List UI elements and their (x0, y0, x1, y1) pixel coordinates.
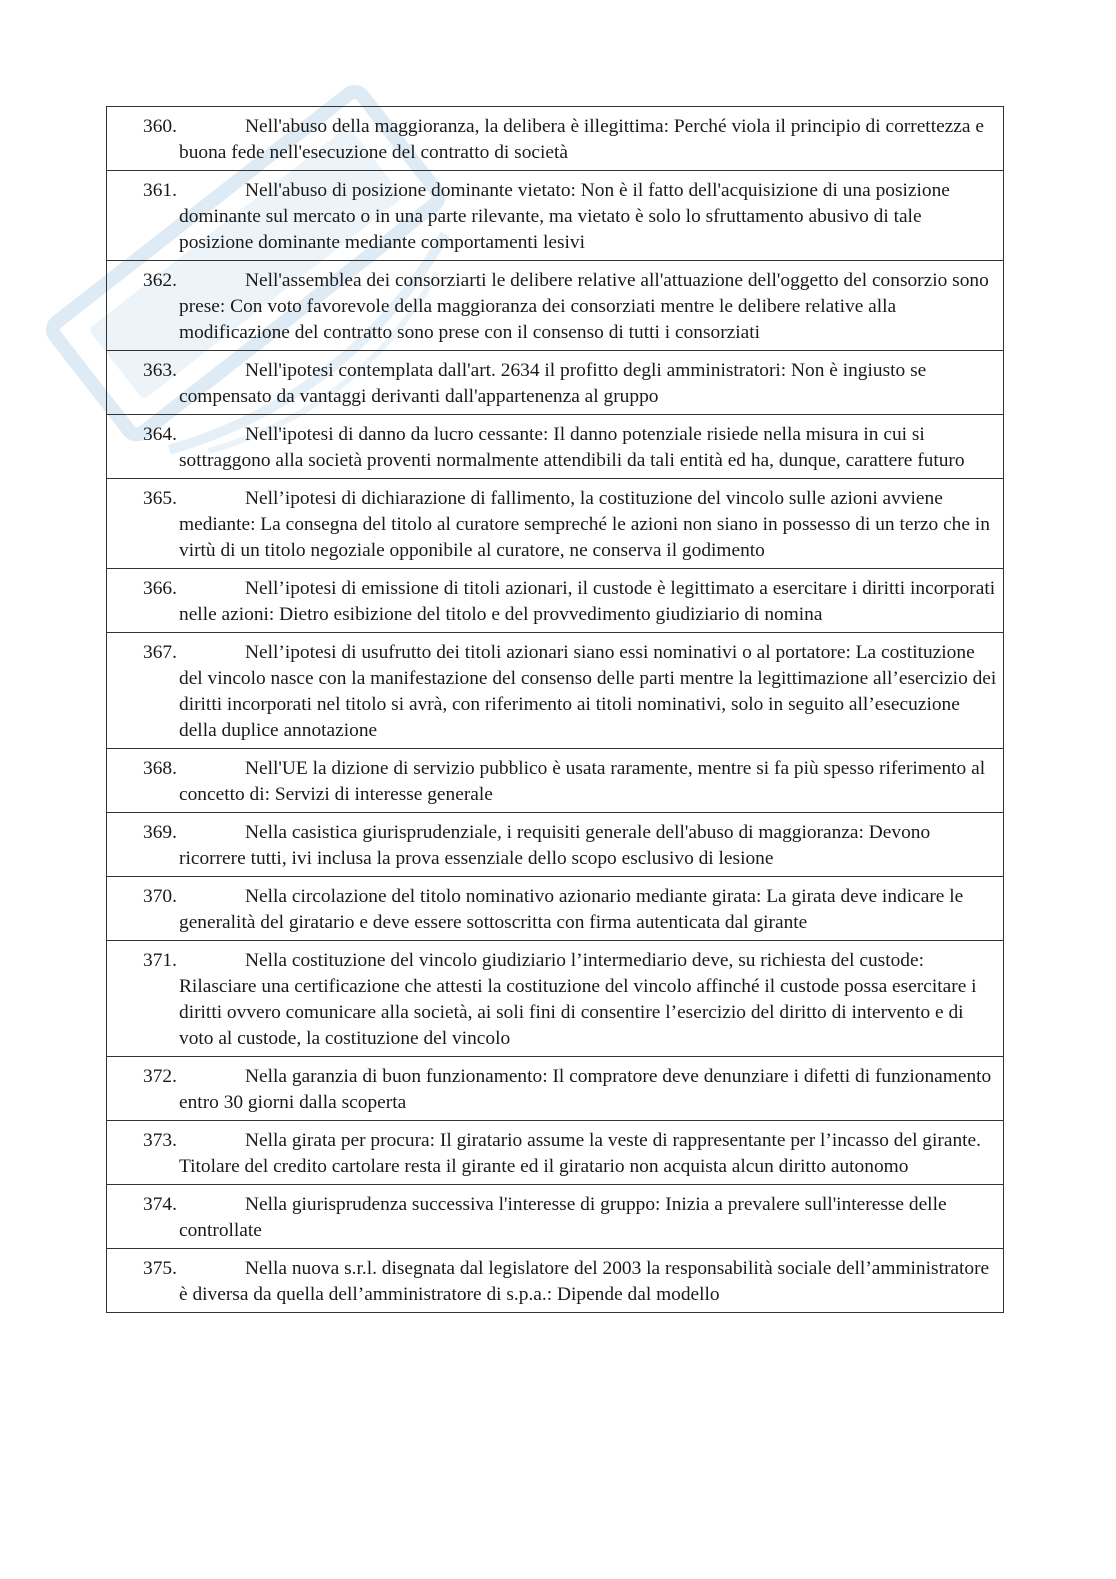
table-cell (107, 877, 1004, 941)
table-row (107, 351, 1004, 415)
table-row (107, 813, 1004, 877)
item-number: 363. (143, 360, 177, 381)
table-row (107, 749, 1004, 813)
list-item (143, 948, 997, 1052)
list-item (143, 178, 997, 256)
qa-table (106, 106, 1004, 1313)
item-number: 367. (143, 642, 177, 663)
item-number: 373. (143, 1130, 177, 1151)
table-cell (107, 171, 1004, 261)
list-item (143, 756, 997, 808)
item-text: Nell’ipotesi di dichiarazione di fallimento, la costituzione del vincolo sulle azioni avviene mediante: La consegna del titolo al curatore sempreché le azioni non siano in possesso di un terzo che in virtù di un titolo negoziale opponibile al curatore, ne conserva il godimento (179, 488, 990, 561)
table-row (107, 261, 1004, 351)
item-text: Nell'assemblea dei consorziarti le delibere relative all'attuazione dell'oggetto del consorzio sono prese: Con voto favorevole della maggioranza dei consorziati mentre le delibere relative alla modificazione del contratto sono prese con il consenso di tutti i consorziati (179, 270, 989, 343)
item-number: 368. (143, 758, 177, 779)
list-item (143, 640, 997, 744)
table-cell (107, 1185, 1004, 1249)
table-cell (107, 1121, 1004, 1185)
list-item (143, 1256, 997, 1308)
item-text: Nell’ipotesi di usufrutto dei titoli azionari siano essi nominativi o al portatore: La costituzione del vincolo nasce con la manifestazione del consenso delle parti mentre la legittimazione all’esercizio dei diritti incorporati nel titolo si avrà, con riferimento ai titoli nominativi, solo in seguito all’esecuzione della duplice annotazione (179, 642, 997, 741)
table-cell (107, 633, 1004, 749)
table-row (107, 633, 1004, 749)
list-item (143, 1128, 997, 1180)
table-cell (107, 479, 1004, 569)
item-number: 375. (143, 1258, 177, 1279)
list-item (143, 486, 997, 564)
item-number: 370. (143, 886, 177, 907)
table-cell (107, 107, 1004, 171)
list-item (143, 820, 997, 872)
item-number: 372. (143, 1066, 177, 1087)
table-cell (107, 941, 1004, 1057)
item-text: Nella casistica giurisprudenziale, i requisiti generale dell'abuso di maggioranza: Devono ricorrere tutti, ivi inclusa la prova essenziale dello scopo esclusivo di lesione (179, 822, 931, 869)
table-cell (107, 261, 1004, 351)
table-cell (107, 813, 1004, 877)
table-row (107, 569, 1004, 633)
item-text: Nell'ipotesi contemplata dall'art. 2634 il profitto degli amministratori: Non è ingiusto se compensato da vantaggi derivanti dall'appartenenza al gruppo (179, 360, 927, 407)
list-item (143, 358, 997, 410)
list-item (143, 114, 997, 166)
item-text: Nell'abuso della maggioranza, la delibera è illegittima: Perché viola il principio di correttezza e buona fede nell'esecuzione del contratto di società (179, 116, 984, 163)
item-number: 371. (143, 950, 177, 971)
item-text: Nella costituzione del vincolo giudiziario l’intermediario deve, su richiesta del custode: Rilasciare una certificazione che attesti la costituzione del vincolo affinché il custode possa esercitare i diritti ovvero comunicare alla società, ai soli fini di consentire l’esercizio del diritto di intervento e di voto al custode, la costituzione del vincolo (179, 950, 977, 1049)
table-row (107, 415, 1004, 479)
list-item (143, 884, 997, 936)
table-row (107, 479, 1004, 569)
table-row (107, 1121, 1004, 1185)
item-text: Nella girata per procura: Il giratario assume la veste di rappresentante per l’incasso del girante. Titolare del credito cartolare resta il girante ed il giratario non acquista alcun diritto autonomo (179, 1130, 981, 1177)
list-item (143, 1192, 997, 1244)
item-text: Nell'ipotesi di danno da lucro cessante: Il danno potenziale risiede nella misura in cui si sottraggono alla società proventi normalmente attendibili da tali entità ed ha, dunque, carattere futuro (179, 424, 965, 471)
item-text: Nella circolazione del titolo nominativo azionario mediante girata: La girata deve indicare le generalità del giratario e deve essere sottoscritta con firma autenticata dal girante (179, 886, 964, 933)
table-cell (107, 749, 1004, 813)
item-number: 365. (143, 488, 177, 509)
table-row (107, 1057, 1004, 1121)
table-row (107, 171, 1004, 261)
table-row (107, 1185, 1004, 1249)
table-cell (107, 351, 1004, 415)
list-item (143, 268, 997, 346)
table-cell (107, 569, 1004, 633)
item-text: Nella garanzia di buon funzionamento: Il compratore deve denunziare i difetti di funzionamento entro 30 giorni dalla scoperta (179, 1066, 992, 1113)
table-row (107, 941, 1004, 1057)
item-text: Nell'UE la dizione di servizio pubblico è usata raramente, mentre si fa più spesso riferimento al concetto di: Servizi di interesse generale (179, 758, 986, 805)
item-number: 362. (143, 270, 177, 291)
item-number: 374. (143, 1194, 177, 1215)
item-number: 369. (143, 822, 177, 843)
item-number: 361. (143, 180, 177, 201)
table-cell (107, 1057, 1004, 1121)
table-row (107, 1249, 1004, 1313)
list-item (143, 576, 997, 628)
item-text: Nella nuova s.r.l. disegnata dal legislatore del 2003 la responsabilità sociale dell’amministratore è diversa da quella dell’amministratore di s.p.a.: Dipende dal modello (179, 1258, 990, 1305)
list-item (143, 1064, 997, 1116)
item-text: Nell’ipotesi di emissione di titoli azionari, il custode è legittimato a esercitare i diritti incorporati nelle azioni: Dietro esibizione del titolo e del provvedimento giudiziario di nomina (179, 578, 996, 625)
list-item (143, 422, 997, 474)
table-row (107, 107, 1004, 171)
table-row (107, 877, 1004, 941)
item-number: 364. (143, 424, 177, 445)
item-text: Nell'abuso di posizione dominante vietato: Non è il fatto dell'acquisizione di una posizione dominante sul mercato o in una parte rilevante, ma vietato è solo lo sfruttamento abusivo di tale posizione dominante mediante comportamenti lesivi (179, 180, 950, 253)
table-cell (107, 415, 1004, 479)
item-number: 360. (143, 116, 177, 137)
item-text: Nella giurisprudenza successiva l'interesse di gruppo: Inizia a prevalere sull'interesse delle controllate (179, 1194, 947, 1241)
table-cell (107, 1249, 1004, 1313)
item-number: 366. (143, 578, 177, 599)
